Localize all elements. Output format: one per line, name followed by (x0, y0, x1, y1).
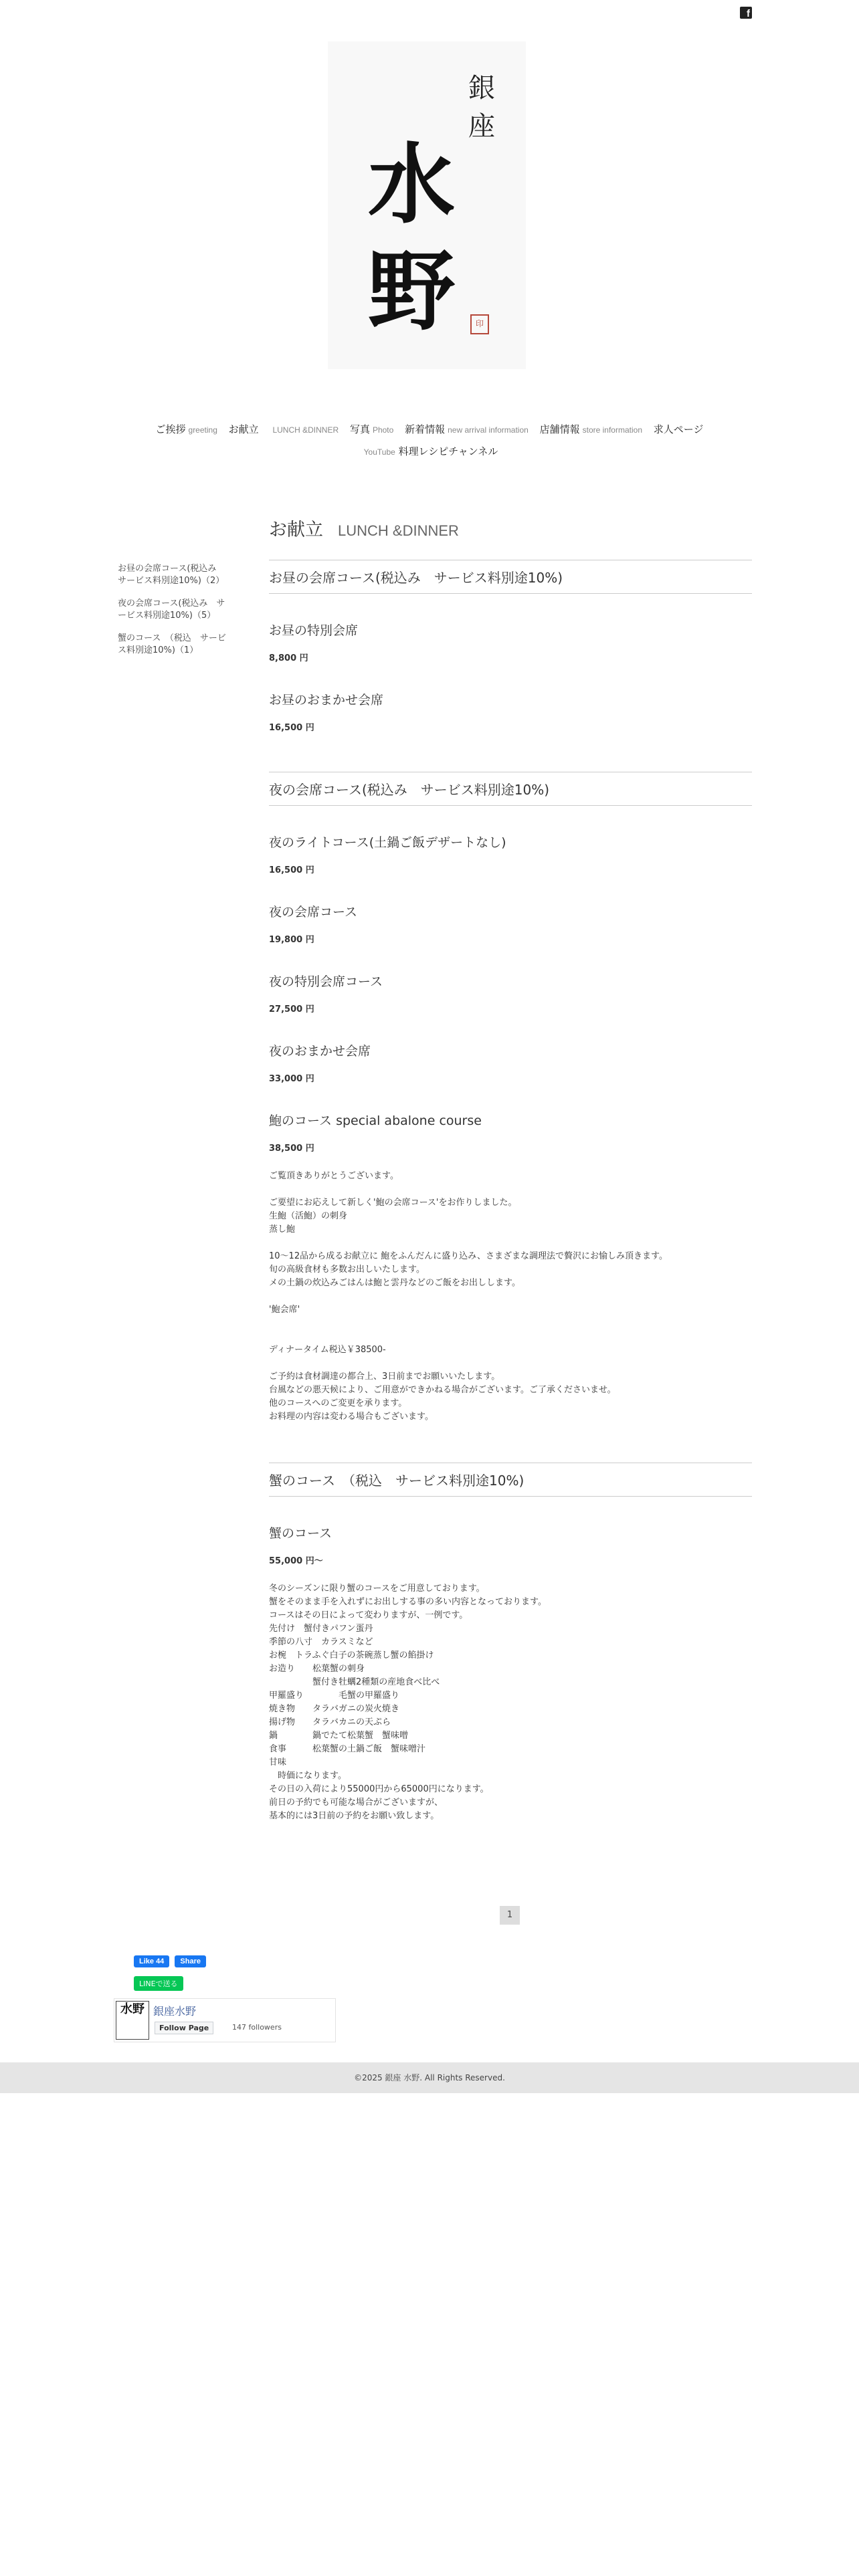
fb-followers-count: 147 followers (232, 2023, 282, 2032)
section-title-crab: 蟹のコース （税込 サービス料別途10%) (269, 1463, 752, 1497)
dish-price: 33,000 円 (269, 1074, 314, 1084)
dish-price: 19,800 円 (269, 935, 314, 945)
dish-price: 8,800 円 (269, 653, 308, 663)
footer (0, 2062, 859, 2093)
dish-name[interactable]: 夜のおまかせ会席 (269, 1044, 371, 1059)
dish-price: 16,500 円 (269, 723, 314, 733)
main-content (269, 515, 752, 1823)
section-title-lunch: お昼の会席コース(税込み サービス料別途10%) (269, 560, 752, 594)
dish-name[interactable]: 蟹のコース (269, 1526, 332, 1541)
dish-name[interactable]: 夜の会席コース (269, 905, 358, 920)
facebook-icon[interactable]: f (740, 7, 752, 19)
fb-page-name[interactable]: 銀座水野 (153, 2005, 197, 2018)
facebook-buttons (134, 1953, 208, 1967)
nav-youtube[interactable]: YouTube 料理レシピチャンネル (363, 445, 498, 457)
logo (328, 41, 526, 369)
section-title-dinner: 夜の会席コース(税込み サービス料別途10%) (269, 772, 752, 806)
dish-name[interactable]: お昼の特別会席 (269, 623, 359, 638)
dish-price: 16,500 円 (269, 865, 314, 875)
dish-name[interactable]: 夜のライトコース(土鍋ご飯デザートなし) (269, 835, 506, 850)
dish-description: ご覧頂きありがとうございます。 ご要望にお応えして新しく'鮑の会席コース'をお作りしました。 生鮑（活鮑）の刺身 蒸し鮑 10〜12品から成るお献立に 鮑をふんだんに盛り込み、さまざまな調理法で贅沢にお愉しみ頂きます。 旬の高級食材も多数お出しいたします。 メの土鍋の炊込みごはんは鮑と雲丹などのご飯をお出しします。 '鮑会席' ディナータイム税込￥38500- ご予約は食材調達の都合上、3日前までお願いいたします。 台風などの悪天候により、ご用意ができかねる場合がございます。ご了承くださいませ。 他のコースへのご変更を承ります。 お料理の内容は変わる場合もございます。 (269, 1171, 668, 1422)
dish-price: 38,500 円 (269, 1144, 314, 1154)
dish-price: 55,000 円〜 (269, 1556, 323, 1566)
nav-menu-en[interactable]: LUNCH &DINNER (272, 425, 339, 435)
logo-char-mizu: 水 (368, 133, 456, 235)
fb-page-thumbnail[interactable]: 水野 (116, 2001, 149, 2040)
nav-menu[interactable]: お献立 (228, 423, 259, 435)
nav-greeting[interactable]: ご挨拶 greeting (155, 423, 217, 435)
logo-char-za: 座 (468, 111, 495, 142)
dish-name[interactable]: 夜の特別会席コース (269, 974, 383, 989)
fb-like-button[interactable]: Like 44 (134, 1955, 169, 1967)
dish-price: 27,500 円 (269, 1004, 314, 1014)
fb-share-button[interactable]: Share (175, 1955, 206, 1967)
seal-stamp: 印 (470, 314, 489, 334)
sidebar-item-crab[interactable]: 蟹のコース （税込 サービス料別途10%)（1） (118, 633, 226, 655)
dish-name[interactable]: お昼のおまかせ会席 (269, 693, 384, 708)
nav-news[interactable]: 新着情報 new arrival information (405, 423, 529, 435)
line-share-button[interactable]: LINEで送る (134, 1976, 183, 1991)
sidebar-categories (118, 563, 231, 667)
pagination-current[interactable]: 1 (500, 1906, 520, 1925)
copyright-text: ©2025 銀座 水野. All Rights Reserved. (354, 2073, 505, 2082)
fb-follow-button[interactable]: Follow Page (155, 2022, 213, 2034)
page-title: お献立 LUNCH &DINNER (269, 520, 459, 540)
dish-name[interactable]: 鮑のコース special abalone course (269, 1113, 482, 1128)
nav-jobs[interactable]: 求人ページ (653, 423, 704, 435)
nav-photo[interactable]: 写真 Photo (349, 423, 394, 435)
sidebar-item-dinner[interactable]: 夜の会席コース(税込み サービス料別途10%)（5） (118, 599, 225, 621)
sidebar-item-lunch[interactable]: お昼の会席コース(税込み サービス料別途10%)（2） (118, 564, 225, 586)
logo-char-gin: 銀 (468, 73, 495, 104)
logo-char-no: 野 (368, 240, 456, 342)
nav-store[interactable]: 店舗情報 store information (539, 423, 642, 435)
dish-description: 冬のシーズンに限り蟹のコースをご用意しております。 蟹をそのまま手を入れずにお出しする事の多い内容となっております。 コースはその日によって変わりますが、一例です。 先付け 蟹付きパフン蛋丹 季節の八寸 カラスミなど お椀 トラふぐ白子の茶碗蒸し蟹の餡掛け お造り 松葉蟹の刺身 蟹付き牡蠣2種類の産地食べ比べ 甲羅盛り 毛蟹の甲羅盛り 焼き物 タラバガニの炭火焼き 揚げ物 タラバカニの天ぷら 鍋 鍋でたて松葉蟹 蟹味噌 食事 松葉蟹の土鍋ご飯 蟹味噌汁 甘味 時価になります。 その日の入荷により55000円から65000円になります。 前日の予約でも可能な場合がございますが、 基本的には3日前の予約をお願い致します。 (269, 1584, 547, 1821)
main-nav (0, 419, 859, 463)
facebook-page-widget (114, 1998, 336, 2042)
